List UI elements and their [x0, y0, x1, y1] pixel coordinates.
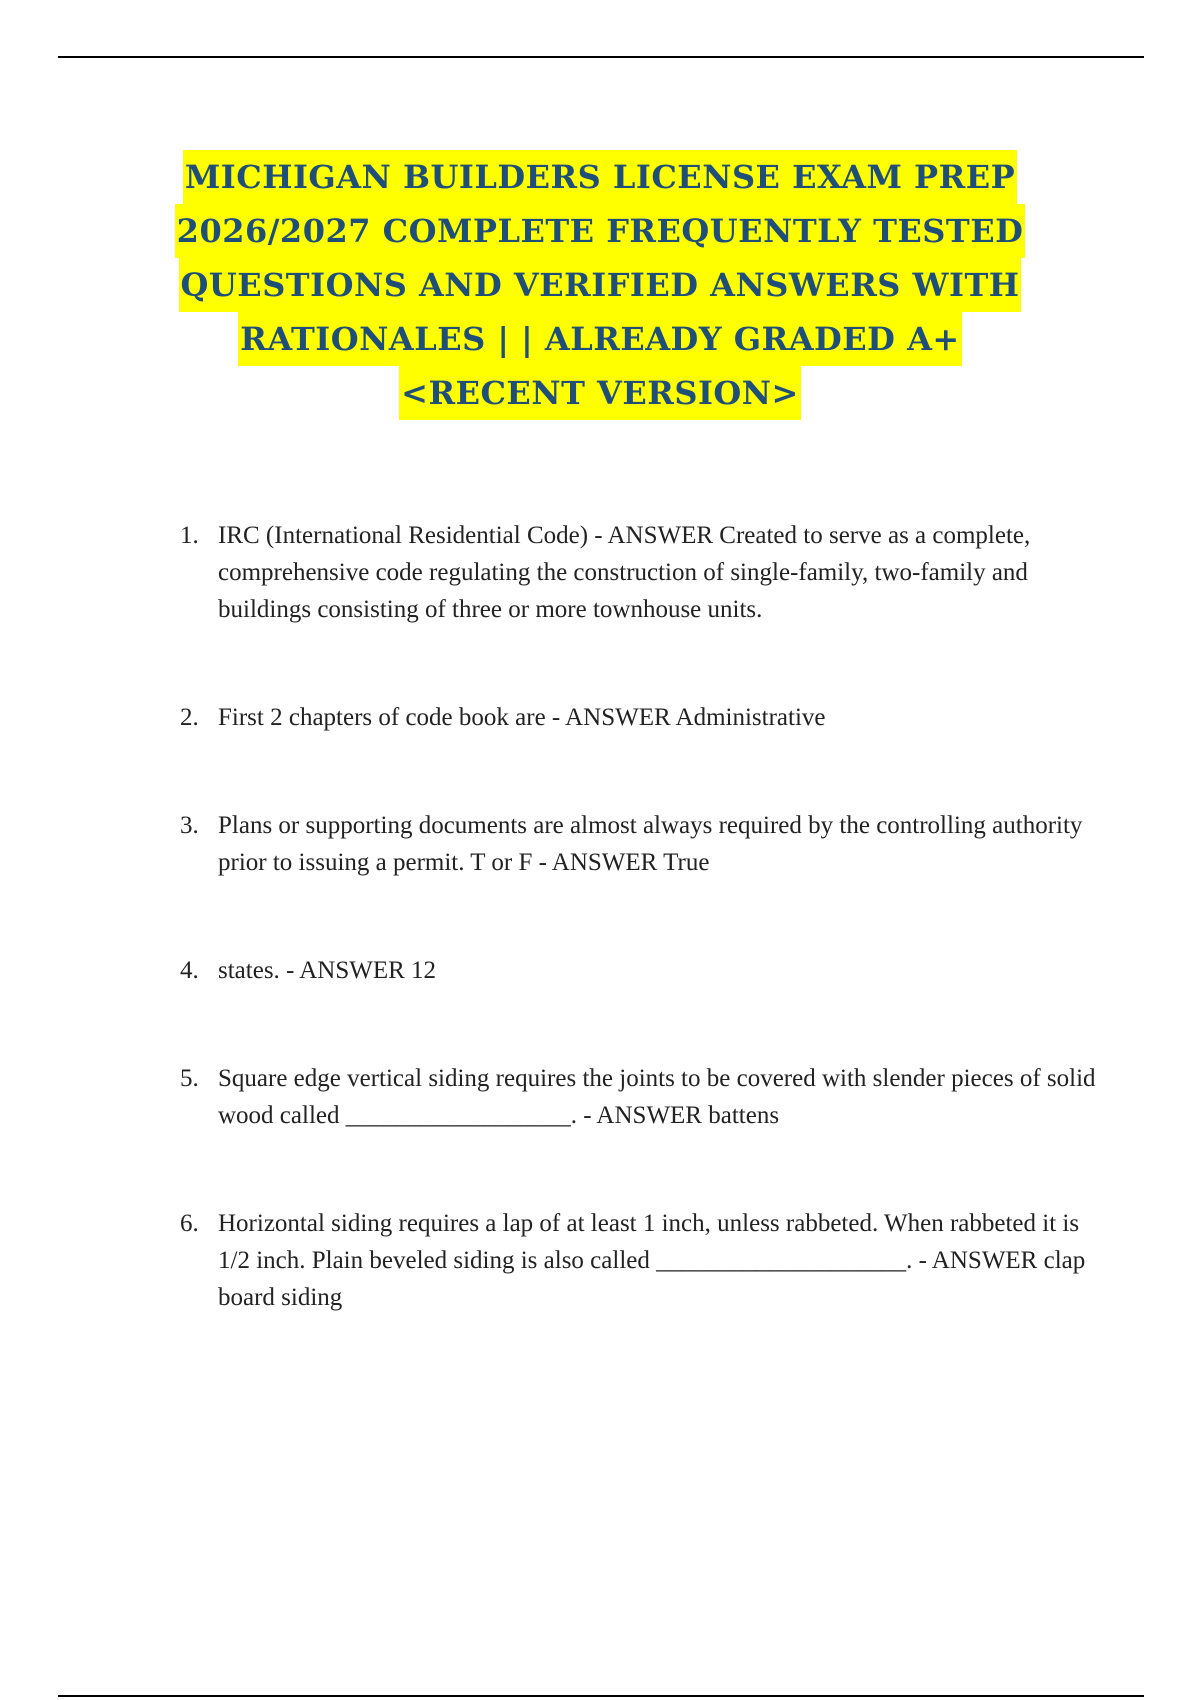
item-number: 5.	[180, 1065, 199, 1092]
item-text: Square edge vertical siding requires the joints to be covered with slender pieces of solid wood called __________________. - ANSWER battens	[218, 1065, 1096, 1129]
bottom-rule	[58, 1695, 1144, 1697]
item-number: 3.	[180, 812, 199, 839]
title-line-2: 2026/2027 COMPLETE FREQUENTLY TESTED	[175, 204, 1026, 258]
title-line-3: QUESTIONS AND VERIFIED ANSWERS WITH	[179, 258, 1022, 312]
item-number: 4.	[180, 957, 199, 984]
item-text: Plans or supporting documents are almost always required by the controlling authority prior to issuing a permit. T or F - ANSWER True	[218, 812, 1083, 876]
top-rule	[58, 56, 1144, 58]
document-title	[0, 150, 1200, 420]
item-text: IRC (International Residential Code) - ANSWER Created to serve as a complete, comprehensive code regulating the construction of single-family, two-family and buildings consisting of three or more townhouse units.	[218, 522, 1031, 623]
title-line-1: MICHIGAN BUILDERS LICENSE EXAM PREP	[183, 150, 1017, 204]
list-item	[180, 1060, 1100, 1134]
item-number: 2.	[180, 704, 199, 731]
list-item	[180, 1205, 1100, 1316]
item-text: states. - ANSWER 12	[218, 957, 437, 984]
item-text: Horizontal siding requires a lap of at least 1 inch, unless rabbeted. When rabbeted it is 1/2 inch. Plain beveled siding is also called ____________________. - ANSWER clap board siding	[218, 1210, 1086, 1311]
list-item	[180, 517, 1100, 628]
item-text: First 2 chapters of code book are - ANSWER Administrative	[218, 704, 826, 731]
item-number: 1.	[180, 522, 199, 549]
list-item	[180, 807, 1100, 881]
list-item	[180, 952, 1100, 989]
item-number: 6.	[180, 1210, 199, 1237]
question-list	[180, 517, 1100, 1316]
title-line-4: RATIONALES | | ALREADY GRADED A+	[238, 312, 961, 366]
title-line-5: <RECENT VERSION>	[399, 366, 801, 420]
list-item	[180, 699, 1100, 736]
